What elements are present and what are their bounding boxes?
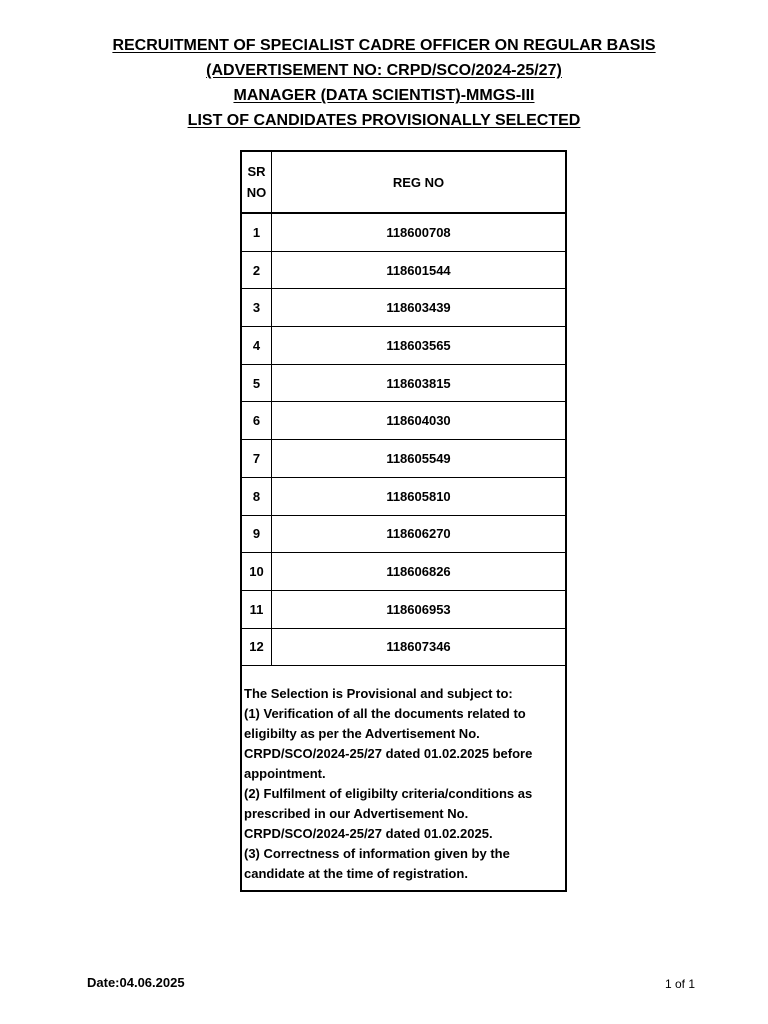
table-row <box>241 289 566 327</box>
reg-no-cell: 118600708 <box>272 213 567 251</box>
heading-recruitment-title: RECRUITMENT OF SPECIALIST CADRE OFFICER ON REGULAR BASIS <box>112 37 656 54</box>
sr-no-cell: 7 <box>241 440 272 478</box>
table-row <box>241 327 566 365</box>
reg-no-cell: 118605810 <box>272 477 567 515</box>
heading-list-title: LIST OF CANDIDATES PROVISIONALLY SELECTED <box>187 112 581 129</box>
table-row <box>241 402 566 440</box>
document-date: Date:04.06.2025 <box>87 975 185 990</box>
sr-no-cell: 6 <box>241 402 272 440</box>
sr-no-cell: 8 <box>241 477 272 515</box>
sr-no-cell: 9 <box>241 515 272 553</box>
sr-no-cell: 1 <box>241 213 272 251</box>
sr-no-cell: 2 <box>241 251 272 289</box>
reg-no-cell: 118603815 <box>272 364 567 402</box>
selection-conditions-note <box>241 666 566 892</box>
reg-no-cell: 118607346 <box>272 628 567 666</box>
reg-no-cell: 118606270 <box>272 515 567 553</box>
table-header-row <box>241 151 566 213</box>
heading-post-name: MANAGER (DATA SCIENTIST)-MMGS-III <box>233 87 535 104</box>
sr-no-cell: 3 <box>241 289 272 327</box>
note-line: prescribed in our Advertisement No. <box>244 806 469 822</box>
note-line: (3) Correctness of information given by the <box>244 846 510 862</box>
reg-no-cell: 118603439 <box>272 289 567 327</box>
column-header-sr-no-line1: SR <box>247 164 266 179</box>
note-line: (1) Verification of all the documents related to <box>244 706 526 722</box>
table-row <box>241 553 566 591</box>
sr-no-cell: 12 <box>241 628 272 666</box>
note-line: eligibilty as per the Advertisement No. <box>244 726 480 742</box>
reg-no-cell: 118606953 <box>272 590 567 628</box>
note-line: CRPD/SCO/2024-25/27 dated 01.02.2025. <box>244 826 493 842</box>
heading-advertisement-number: (ADVERTISEMENT NO: CRPD/SCO/2024-25/27) <box>206 62 562 79</box>
reg-no-cell: 118606826 <box>272 553 567 591</box>
note-line: CRPD/SCO/2024-25/27 dated 01.02.2025 before <box>244 746 533 762</box>
table-row <box>241 515 566 553</box>
note-line: (2) Fulfilment of eligibilty criteria/conditions as <box>244 786 533 802</box>
table-row <box>241 251 566 289</box>
table-row <box>241 628 566 666</box>
note-line: appointment. <box>244 766 326 782</box>
table-row <box>241 477 566 515</box>
table-row <box>241 590 566 628</box>
column-header-sr-no-line2: NO <box>246 185 267 200</box>
conditions-row <box>241 666 566 892</box>
reg-no-cell: 118603565 <box>272 327 567 365</box>
reg-no-cell: 118604030 <box>272 402 567 440</box>
note-line: The Selection is Provisional and subject to: <box>244 686 513 702</box>
column-header-reg-no: REG NO <box>272 151 567 213</box>
note-line: candidate at the time of registration. <box>244 866 468 882</box>
sr-no-cell: 4 <box>241 327 272 365</box>
document-heading <box>0 34 768 134</box>
column-header-sr-no <box>241 151 272 213</box>
table-row <box>241 440 566 478</box>
reg-no-cell: 118601544 <box>272 251 567 289</box>
table-row <box>241 213 566 251</box>
sr-no-cell: 5 <box>241 364 272 402</box>
page-number: 1 of 1 <box>664 977 695 991</box>
table-row <box>241 364 566 402</box>
sr-no-cell: 11 <box>241 590 272 628</box>
reg-no-cell: 118605549 <box>272 440 567 478</box>
selected-candidates-table <box>240 150 567 892</box>
sr-no-cell: 10 <box>241 553 272 591</box>
